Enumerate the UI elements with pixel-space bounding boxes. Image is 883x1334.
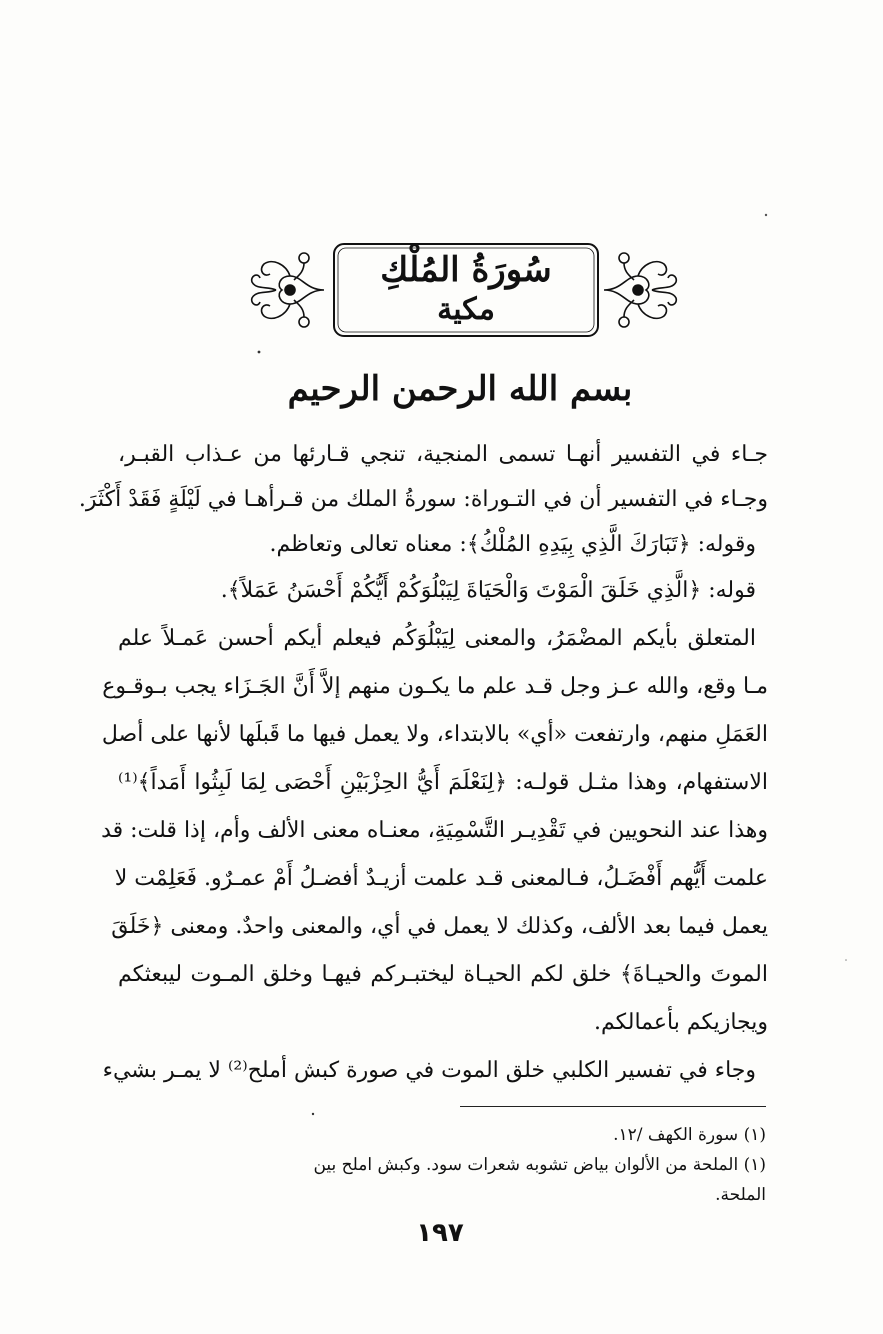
text-line: جـاء في التفسير أنهـا تسمى المنجية، تنجي قـارئها من عـذاب القبـر، (118, 442, 768, 467)
footnote-divider (460, 1106, 766, 1107)
footnote-item: (١) سورة الكهف /١٢. (613, 1125, 766, 1145)
text-line: علمت أَيُّهم أَفْضَـلُ، فـالمعنى قـد علمت أزيـدٌ أفضـلُ أَمْ عمـرٌو. فَعَلِمْت لا (114, 866, 768, 891)
text-line: المتعلق بأيكم المضْمَرُ، والمعنى لِيَبْلُوَكُم فيعلم أيكم أحسن عَمـلاً علم (118, 626, 756, 651)
body-text (78, 432, 768, 1095)
text-line: مـا وقع، والله عـز وجل قـد علم ما يكـون منهم إلاَّ أَنَّ الجَـزَاء يجب بـوقـوع (102, 674, 768, 699)
text-line: الموتَ والحيـاةَ﴾ خلق لكم الحيـاة ليختبـركم فيهـا وخلق المـوت ليبعثكم (118, 962, 768, 987)
text-line: ويجازيكم بأعمالكم. (593, 1010, 768, 1035)
surah-header (246, 240, 686, 340)
text-line: وقوله: ﴿تَبَارَكَ الَّذِي بِيَدِهِ المُلْكُ﴾: معناه تعالى وتعاظم. (269, 532, 756, 557)
surah-title: سُورَةُ المُلْكِ (380, 250, 552, 290)
basmala: بسم الله الرحمن الرحيم (287, 369, 633, 409)
text-line: وهذا عند النحويين في تَقْدِيـر التَّسْمِيَةِ، معنـاه معنى الألف وأم، إذا قلت: قد (101, 818, 768, 843)
text-line: قوله: ﴿الَّذِي خَلَقَ الْمَوْتَ وَالْحَيَاةَ لِيَبْلُوَكُمْ أَيُّكُمْ أَحْسَنُ عَمَلاً﴾. (220, 578, 756, 603)
footnote-item: (١) الملحة من الألوان بياض تشوبه شعرات سود. وكبش املح بين الملحة. (313, 1155, 766, 1205)
surah-revelation-type: مكية (437, 292, 495, 327)
floral-ornament-right-icon (602, 246, 682, 334)
floral-ornament-left-icon (246, 246, 326, 334)
text-line: يعمل فيما بعد الألف، وكذلك لا يعمل في أي، والمعنى واحدٌ. ومعنى ﴿خَلَقَ (111, 914, 768, 939)
text-line: وجاء في تفسير الكلبي خلق الموت في صورة كبش أملح⁽²⁾ لا يمـر بشيء (102, 1058, 756, 1083)
text-line: الاستفهام، وهذا مثـل قولـه: ﴿لِنَعْلَمَ أَيُّ الحِزْبَيْنِ أَحْصَى لِمَا لَبِثُوا أَمَداً﴾⁽¹⁾ (118, 770, 768, 795)
footnotes (300, 1120, 766, 1210)
text-line: العَمَلِ منهم، وارتفعت «أي» بالابتداء، ولا يعمل فيها ما قَبلَها لأنها على أصل (101, 722, 768, 747)
text-line: وجـاء في التفسير أن في التـوراة: سورةُ الملك من قـرأهـا في لَيْلَةٍ فَقَدْ أَكْثَرَ. (78, 487, 768, 512)
page-number: ١٩٧ (416, 1218, 464, 1248)
